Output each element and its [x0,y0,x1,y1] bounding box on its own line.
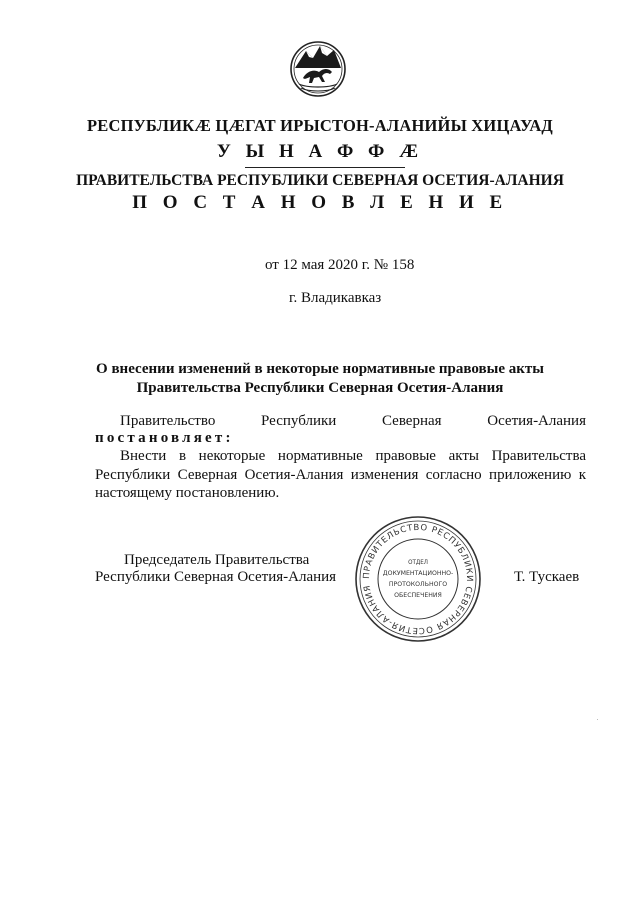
decree-word: постановляет: [95,430,234,446]
intro-word: Осетия-Алания [487,413,586,429]
title-line-1: О внесении изменений в некоторые нормативные правовые акты [96,361,544,377]
signature-title-line-2: Республики Северная Осетия-Алания [95,569,337,585]
header-government: ПРАВИТЕЛЬСТВА РЕСПУБЛИКИ СЕВЕРНАЯ ОСЕТИЯ-АЛАНИЯ [76,172,564,189]
title-line-2: Правительства Республики Северная Осетия-Алания [136,380,504,396]
header-ossetian-republic: РЕСПУБЛИКӔ ЦӔГАТ ИРЫСТОН-АЛАНИЙЫ ХИЦАУАД [86,116,553,135]
signature-title-line-1: Председатель Правительства [124,552,310,568]
date-number: от 12 мая 2020 г. № 158 [265,257,415,273]
city: г. Владикавказ [289,290,382,306]
stamp-center-line: ОТДЕЛ [408,559,428,566]
intro-word: Северная [381,413,442,429]
intro-word: Республики [261,413,337,429]
stamp-center-line: ДОКУМЕНТАЦИОННО- [382,570,454,577]
header-ossetian-decree: У Ы Н А Ф Ф Ӕ [216,141,424,162]
header-divider [245,167,405,168]
coat-of-arms-icon [289,38,347,98]
signatory-name: Т. Тускаев [514,569,580,585]
stamp-center-line: ОБЕСПЕЧЕНИЯ [394,592,442,599]
intro-line [95,413,586,430]
scan-speck [597,719,598,720]
document-title [0,360,640,398]
svg-text:ПРАВИТЕЛЬСТВО РЕСПУБЛИКИ СЕВЕР [362,523,474,635]
stamp-ring-text: ПРАВИТЕЛЬСТВО РЕСПУБЛИКИ СЕВЕРНАЯ ОСЕТИЯ-АЛАНИЯ [361,522,475,636]
body-text: Внести в некоторые нормативные правовые акты Правительства Республики Северная Осетия-Алания изменения согласно приложению к настоящему постановлению. [95,448,586,501]
stamp-center-line: ПРОТОКОЛЬНОГО [388,581,448,588]
official-stamp [354,515,482,643]
intro-word: Правительство [120,413,216,429]
document-type: П О С Т А Н О В Л Е Н И Е [132,192,508,213]
